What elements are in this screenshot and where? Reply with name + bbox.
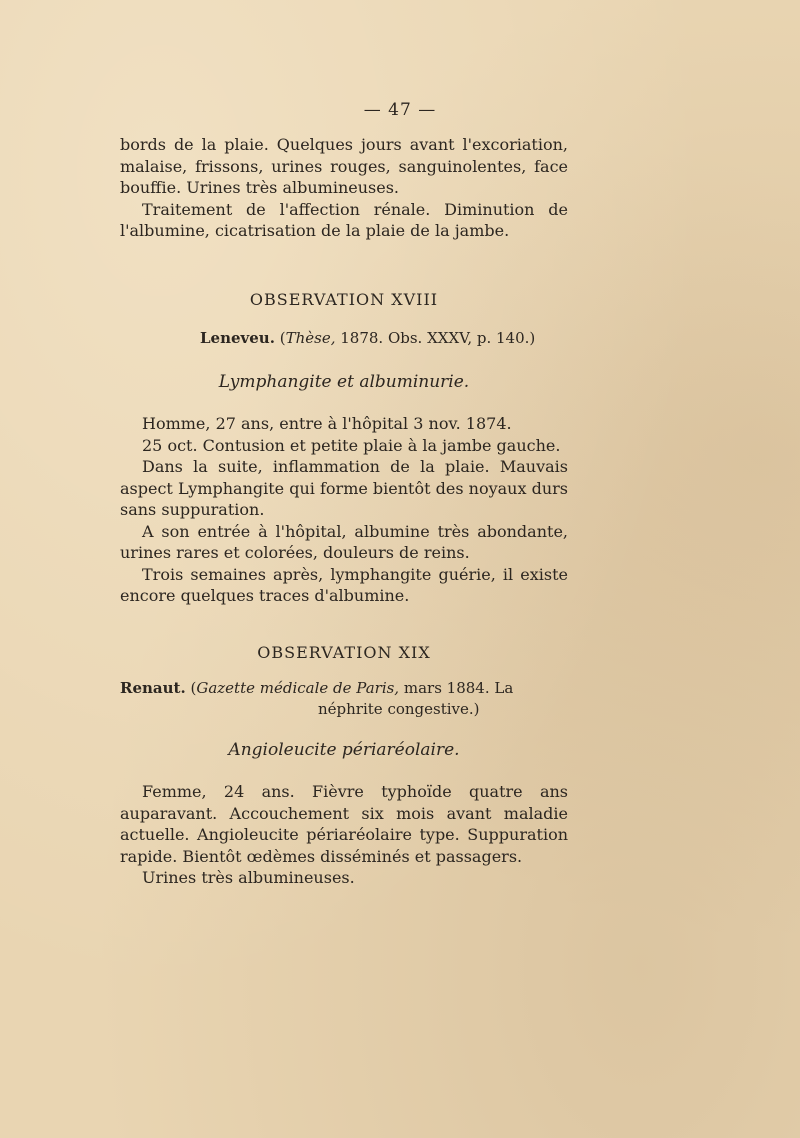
paragraph: A son entrée à l'hôpital, albumine très abondante, urines rares et colorées, douleurs de reins.: [120, 521, 568, 562]
intro-text: [120, 134, 568, 242]
paragraph: bords de la plaie. Quelques jours avant l'excoriation, malaise, frissons, urines rouges, sanguinolentes, face bouffie. Urines très albumineuses.: [120, 135, 568, 197]
page-number: — 47 —: [363, 100, 437, 120]
reference-paren: (: [190, 679, 197, 697]
reference-paren: (: [279, 329, 286, 347]
reference-source: Thèse,: [285, 329, 336, 347]
observation-subtitle: Angioleucite périaréolaire.: [228, 740, 460, 760]
reference-author: Leneveu.: [200, 329, 275, 347]
observation-body: [120, 781, 568, 889]
reference-source: Gazette médicale de Paris,: [196, 679, 400, 697]
paragraph: Femme, 24 ans. Fièvre typhoïde quatre ans auparavant. Accouchement six mois avant maladie actuelle. Angioleucite périaréolaire type. Suppuration rapide. Bientôt œdèmes disséminés et passagers.: [120, 782, 568, 866]
reference-details: 1878. Obs. XXXV, p. 140.): [340, 329, 536, 347]
paragraph: 25 oct. Contusion et petite plaie à la jambe gauche.: [142, 435, 561, 455]
observation-heading: OBSERVATION XIX: [257, 643, 431, 662]
observation-subtitle: Lymphangite et albuminurie.: [218, 372, 470, 392]
reference-details: mars 1884. La néphrite congestive.): [318, 679, 514, 718]
paragraph: Homme, 27 ans, entre à l'hôpital 3 nov. 1874.: [142, 414, 512, 433]
observation-heading: OBSERVATION XVIII: [249, 290, 439, 309]
paragraph: Urines très albumineuses.: [142, 868, 355, 887]
paragraph: Traitement de l'affection rénale. Diminution de l'albumine, cicatrisation de la plaie de la jambe.: [120, 199, 568, 240]
paragraph: Trois semaines après, lymphangite guérie, il existe encore quelques traces d'albumine.: [120, 564, 568, 605]
observation-reference: [120, 678, 568, 720]
observation-body: [120, 413, 568, 607]
observation-reference: [120, 328, 568, 349]
paragraph: Dans la suite, inflammation de la plaie. Mauvais aspect Lymphangite qui forme bientôt des noyaux durs sans suppuration.: [120, 457, 568, 519]
reference-author: Renaut.: [120, 679, 186, 697]
